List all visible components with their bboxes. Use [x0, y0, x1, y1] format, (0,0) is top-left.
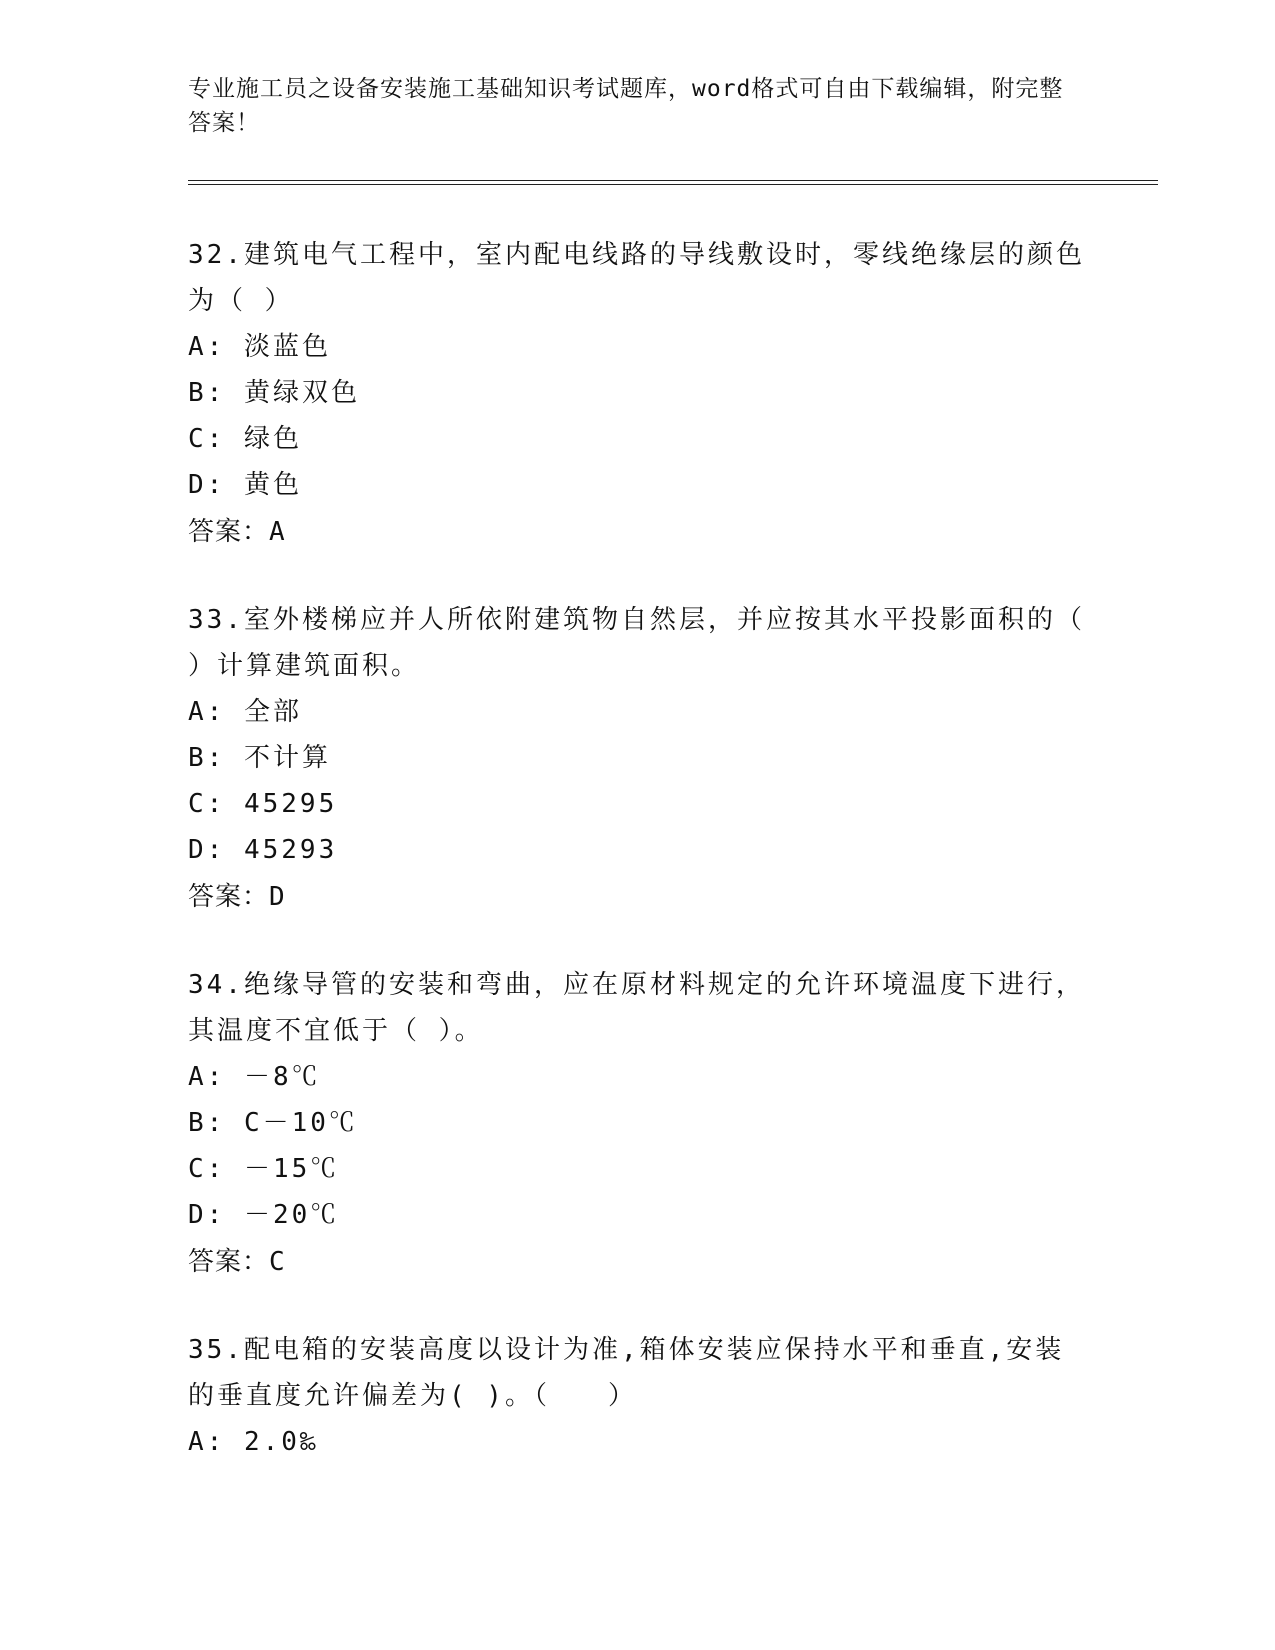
option-b: B: 黄绿双色: [188, 378, 360, 408]
question-35: [188, 1327, 1088, 1465]
option-d: D: 45293: [188, 835, 338, 865]
option-a: A: 全部: [188, 697, 302, 727]
option-a: A: 2.0‰: [188, 1427, 319, 1457]
question-32: [188, 232, 1088, 555]
option-a: A: －8℃: [188, 1062, 321, 1092]
answer-value: D: [269, 882, 286, 912]
question-34: [188, 962, 1088, 1285]
question-list: [188, 232, 1088, 1507]
option-c: C: 45295: [188, 789, 338, 819]
option-d: D: 黄色: [188, 470, 302, 500]
answer-line: [188, 1238, 1088, 1285]
answer-value: A: [269, 517, 286, 547]
question-stem: 34.绝缘导管的安装和弯曲，应在原材料规定的允许环境温度下进行，其温度不宜低于（ ）。: [188, 970, 1085, 1046]
question-stem: 32.建筑电气工程中，室内配电线路的导线敷设时，零线绝缘层的颜色为（ ）: [188, 240, 1085, 316]
document-header: 专业施工员之设备安装施工基础知识考试题库，word格式可自由下载编辑，附完整答案！: [188, 76, 1064, 136]
answer-label: 答案：: [188, 1246, 270, 1276]
option-a: A: 淡蓝色: [188, 332, 331, 362]
option-c: C: 绿色: [188, 424, 302, 454]
option-b: B: 不计算: [188, 743, 331, 773]
question-stem: 33.室外楼梯应并人所依附建筑物自然层，并应按其水平投影面积的（ ）计算建筑面积。: [188, 605, 1085, 681]
question-33: [188, 597, 1088, 920]
option-c: C: －15℃: [188, 1154, 340, 1184]
question-stem: 35.配电箱的安装高度以设计为准,箱体安装应保持水平和垂直,安装的垂直度允许偏差为( )。（ ）: [188, 1335, 1065, 1411]
answer-label: 答案：: [188, 881, 270, 911]
answer-line: [188, 873, 1088, 920]
option-b: B: C－10℃: [188, 1108, 358, 1138]
header-divider-line: [188, 180, 1158, 181]
option-d: D: －20℃: [188, 1200, 340, 1230]
answer-line: [188, 508, 1088, 555]
answer-value: C: [269, 1247, 286, 1277]
answer-label: 答案：: [188, 516, 270, 546]
header-divider-line-2: [188, 184, 1158, 185]
